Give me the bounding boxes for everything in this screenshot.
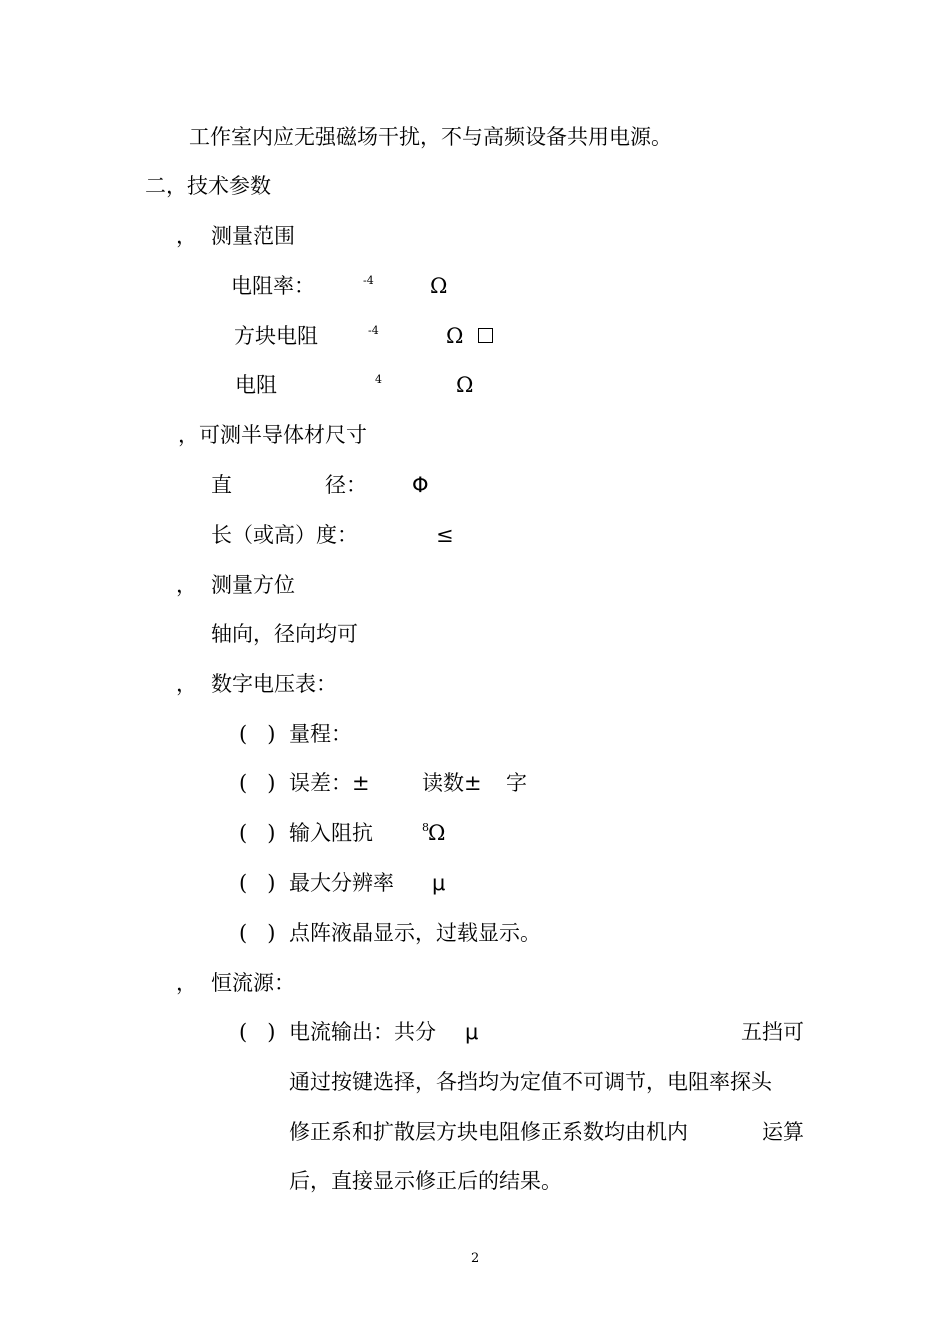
item-index: ( ) xyxy=(239,821,276,845)
item-index: ( ) xyxy=(239,1020,276,1044)
diameter-symbol: Φ xyxy=(412,473,429,497)
item-index: ( ) xyxy=(239,771,276,795)
item-mark: ， xyxy=(176,224,197,248)
superscript: 8 xyxy=(422,821,429,834)
text-line: 工作室内应无强磁场干扰，不与高频设备共用电源。 xyxy=(189,125,672,149)
subheading: ，可测半导体材尺寸 xyxy=(178,423,367,447)
item-mark: ， xyxy=(176,573,197,597)
unit-symbol: μ xyxy=(432,871,446,895)
text-label: 长（或高）度： xyxy=(211,523,358,547)
item-index: ( ) xyxy=(239,722,276,746)
text-line: 运算 xyxy=(762,1120,804,1144)
text-line: 电流输出：共分 xyxy=(289,1020,436,1044)
item-mark: ， xyxy=(176,971,197,995)
text-line: 字 xyxy=(506,771,527,795)
text-line: 后，直接显示修正后的结果。 xyxy=(289,1169,562,1193)
item-mark: ， xyxy=(176,672,197,696)
item-index: ( ) xyxy=(239,921,276,945)
superscript: -4 xyxy=(368,324,379,337)
subheading: 恒流源： xyxy=(211,971,295,995)
leq-symbol: ≤ xyxy=(436,523,454,547)
subheading: 测量方位 xyxy=(211,573,295,597)
section-heading: 二，技术参数 xyxy=(145,174,271,198)
text-line: 修正系和扩散层方块电阻修正系数均由机内 xyxy=(289,1120,688,1144)
superscript: 4 xyxy=(375,373,382,386)
text-label: 方块电阻 xyxy=(234,324,318,348)
unit-symbol: μ xyxy=(465,1020,479,1044)
text-line: 最大分辨率 xyxy=(289,871,394,895)
superscript: -4 xyxy=(363,274,374,287)
subheading: 数字电压表： xyxy=(211,672,337,696)
text-label: 直 xyxy=(211,473,232,497)
unit-symbol: Ω xyxy=(446,324,464,348)
text-line: 输入阻抗 xyxy=(289,821,373,845)
text-line: 量程： xyxy=(289,722,352,746)
text-line: 误差：± xyxy=(289,771,370,795)
text-label: 电阻率： xyxy=(231,274,315,298)
square-symbol-icon xyxy=(478,328,493,343)
item-index: ( ) xyxy=(239,871,276,895)
unit-symbol: Ω xyxy=(456,373,474,397)
text-line: 轴向，径向均可 xyxy=(211,622,358,646)
text-line: 通过按键选择，各挡均为定值不可调节，电阻率探头 xyxy=(289,1070,772,1094)
unit-symbol: Ω xyxy=(430,274,448,298)
text-label: 电阻 xyxy=(235,373,277,397)
page-number: 2 xyxy=(471,1251,480,1266)
text-line: 五挡可 xyxy=(741,1020,804,1044)
text-line: 点阵液晶显示，过载显示。 xyxy=(289,921,541,945)
text-line: 读数± xyxy=(422,771,482,795)
text-label: 径： xyxy=(325,473,367,497)
subheading: 测量范围 xyxy=(211,224,295,248)
unit-symbol: Ω xyxy=(428,821,446,845)
